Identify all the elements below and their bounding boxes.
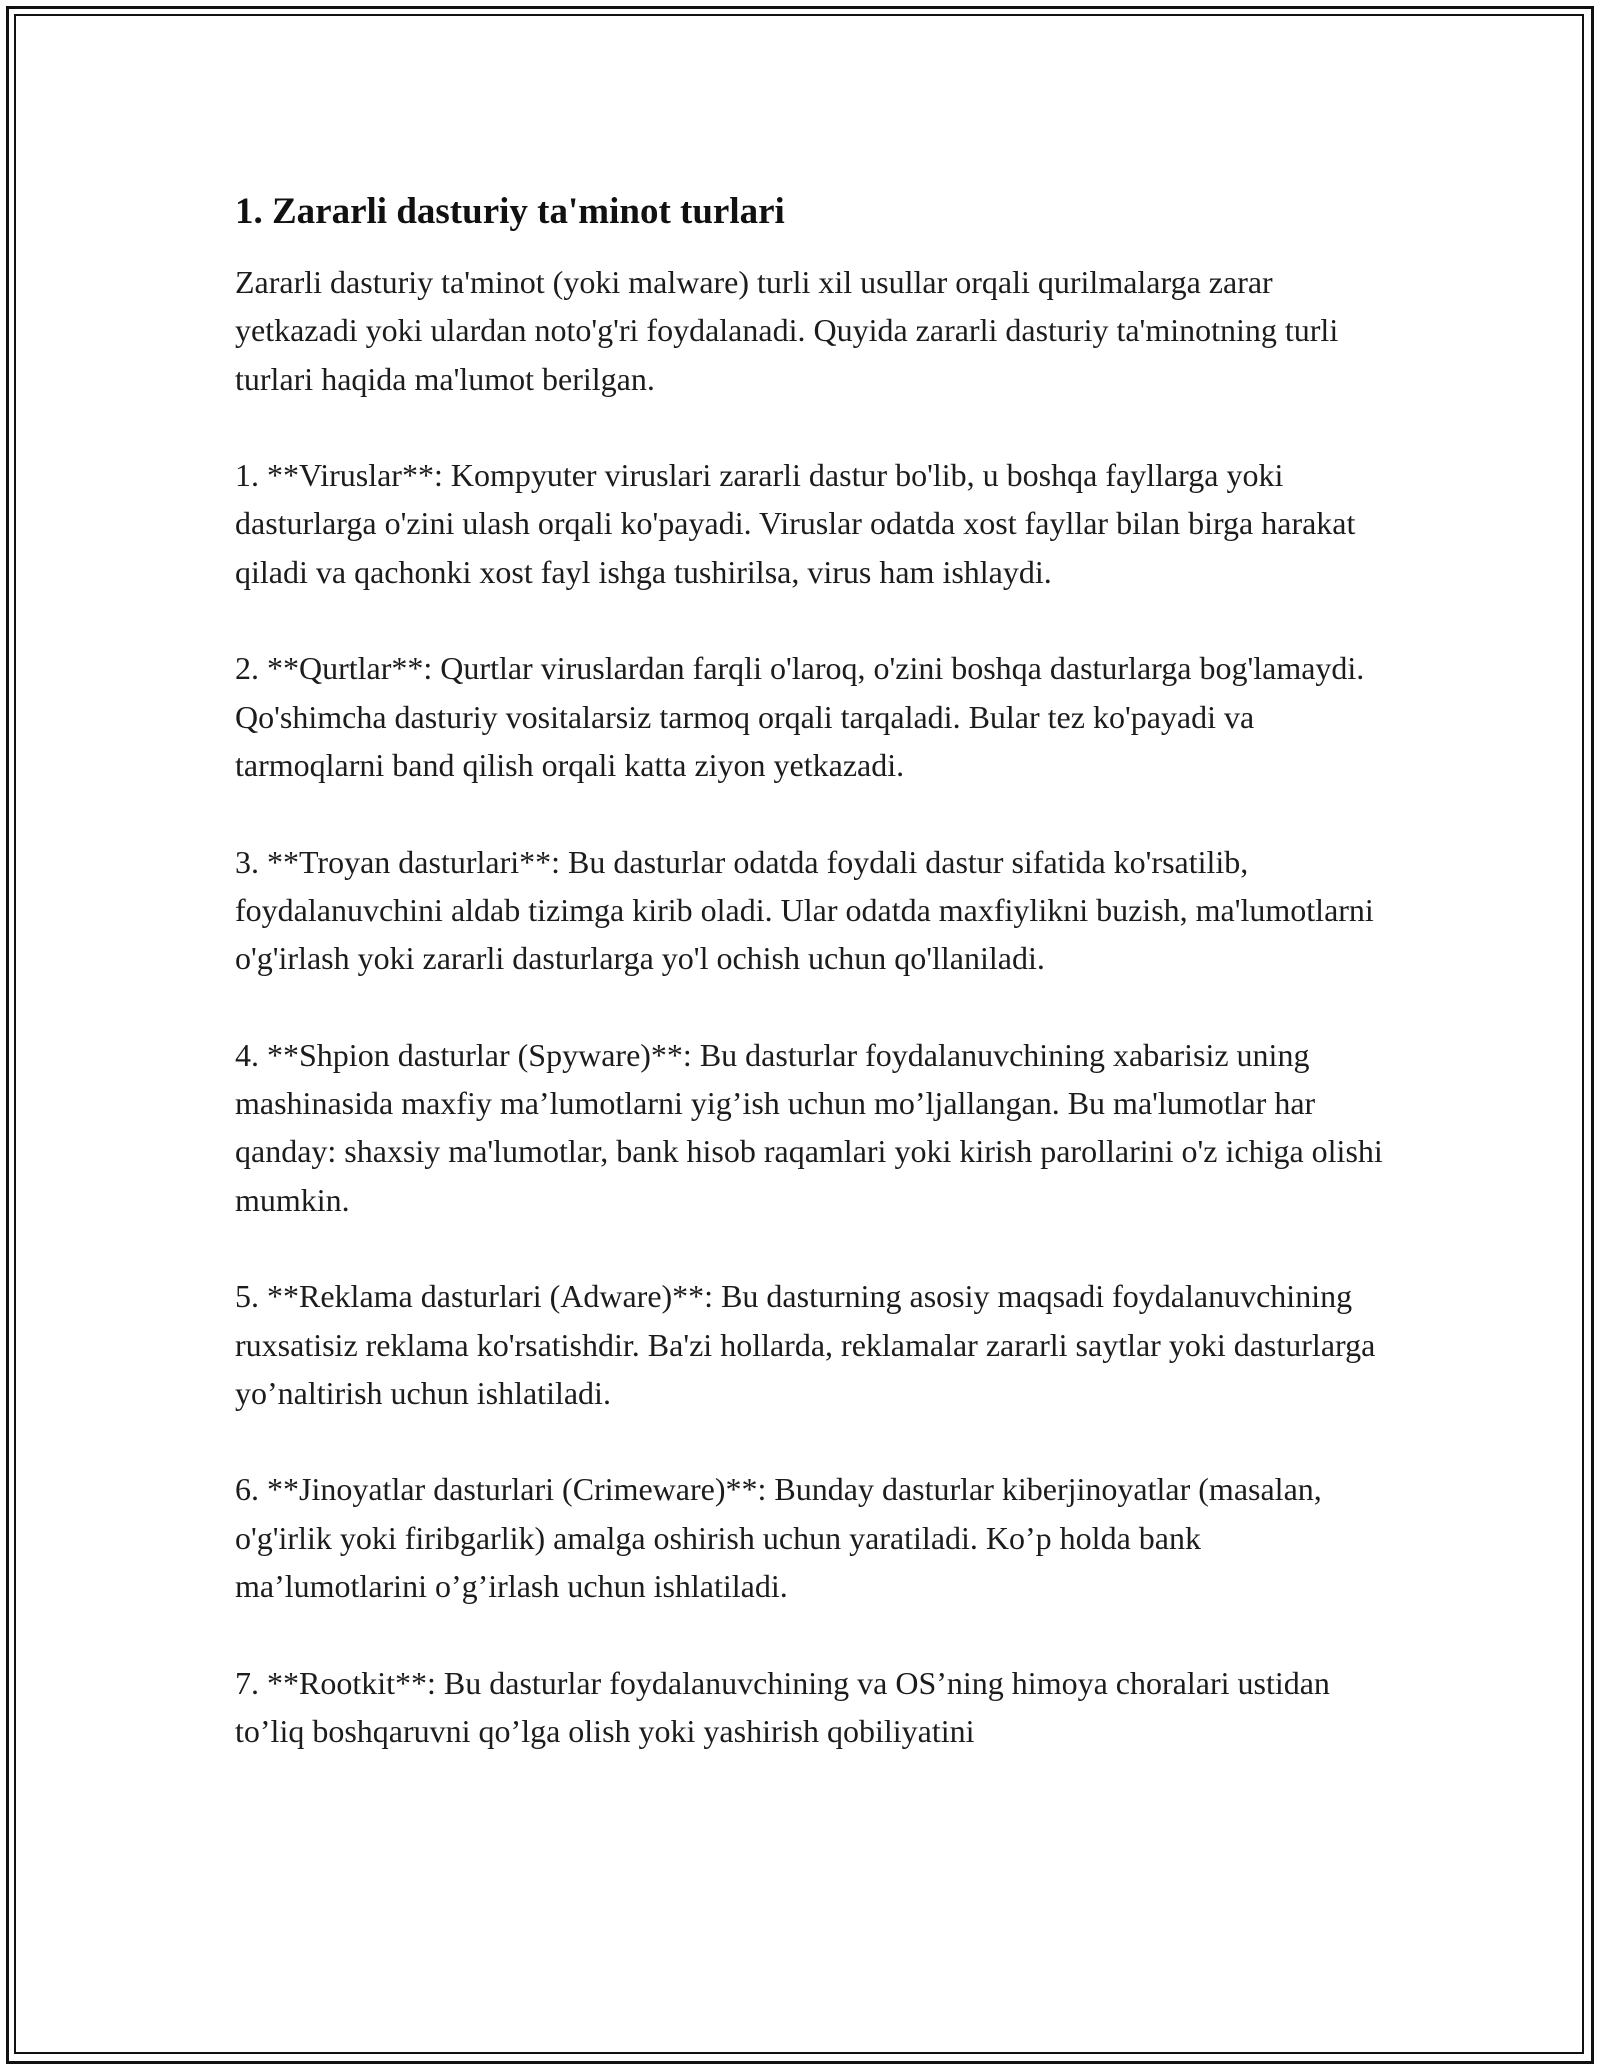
- paragraph-viruslar: 1. **Viruslar**: Kompyuter viruslari zararli dastur bo'lib, u boshqa fayllarga yoki dasturlarga o'zini ulash orqali ko'payadi. Viruslar odatda xost fayllar bilan birga harakat qiladi va qachonki xost fayl ishga tushirilsa, virus ham ishlaydi.: [235, 457, 1356, 590]
- paragraph-crimeware: 6. **Jinoyatlar dasturlari (Crimeware)**: Bunday dasturlar kiberjinoyatlar (masalan, o'g'irlik yoki firibgarlik) amalga oshirish uchun yaratiladi. Ko’p holda bank ma’lumotlarini o’g’irlash uchun ishlatiladi.: [235, 1471, 1322, 1605]
- paragraph-spyware: 4. **Shpion dasturlar (Spyware)**: Bu dasturlar foydalanuvchining xabarisiz uning mashinasida maxfiy ma’lumotlarni yig’ish uchun mo’ljallangan. Bu ma'lumotlar har qanday: shaxsiy ma'lumotlar, bank hisob raqamlari yoki kirish parollarini o'z ichiga olishi mumkin.: [235, 1036, 1383, 1218]
- intro-paragraph: Zararli dasturiy ta'minot (yoki malware) turli xil usullar orqali qurilmalarga zarar yetkazadi yoki ulardan noto'g'ri foydalanadi. Quyida zararli dasturiy ta'minotning turli turlari haqida ma'lumot berilgan.: [235, 264, 1339, 397]
- paragraph-troyan: 3. **Troyan dasturlari**: Bu dasturlar odatda foydali dastur sifatida ko'rsatilib, foydalanuvchini aldab tizimga kirib oladi. Ular odatda maxfiylikni buzish, ma'lumotlarni o'g'irlash yoki zararli dasturlarga yo'l ochish uchun qo'llaniladi.: [235, 843, 1374, 977]
- section-title: 1. Zararli dasturiy ta'minot turlari: [235, 191, 785, 232]
- paragraph-adware: 5. **Reklama dasturlari (Adware)**: Bu dasturning asosiy maqsadi foydalanuvchining ruxsatisiz reklama ko'rsatishdir. Ba'zi hollarda, reklamalar zararli saytlar yoki dasturlarga yo’naltirish uchun ishlatiladi.: [235, 1278, 1376, 1411]
- paragraph-qurtlar: 2. **Qurtlar**: Qurtlar viruslardan farqli o'laroq, o'zini boshqa dasturlarga bog'lamaydi. Qo'shimcha dasturiy vositalarsiz tarmoq orqali tarqaladi. Bular tez ko'payadi va tarmoqlarni band qilish orqali katta ziyon yetkazadi.: [235, 650, 1365, 783]
- paragraph-rootkit: 7. **Rootkit**: Bu dasturlar foydalanuvchining va OS’ning himoya choralari ustidan to’liq boshqaruvni qo’lga olish yoki yashirish qobiliyatini: [235, 1664, 1330, 1749]
- document-page: [235, 188, 1385, 1755]
